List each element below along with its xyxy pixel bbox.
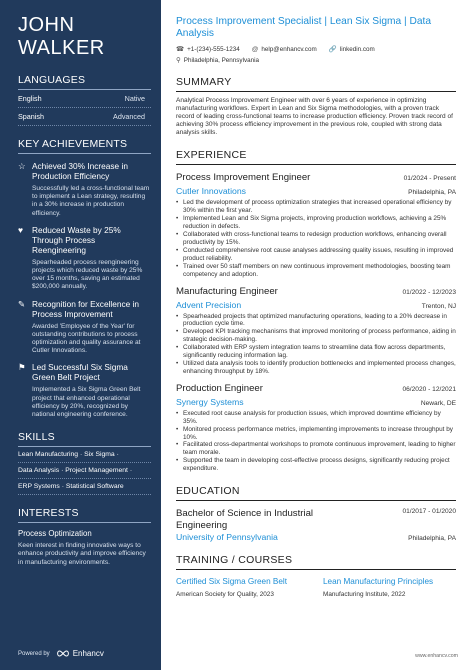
skill-row: Data Analysis · Project Management · [18, 463, 151, 479]
skills-heading: SKILLS [18, 431, 151, 447]
bullet-item: • Led the development of process optimization strategies that increased operational efficiency by 30% within the first year. [176, 199, 456, 215]
linkedin-contact[interactable] [329, 45, 375, 53]
location-text: Philadelphia, Pennsylvania [183, 56, 260, 64]
language-item [18, 108, 151, 126]
brand-logo[interactable] [56, 649, 104, 658]
language-name: Spanish [18, 112, 44, 121]
linkedin-text: linkedin.com [339, 45, 375, 53]
achievement-description: Implemented a Six Sigma Green Belt project that enhanced operational efficiency by 20%, recognized by national engineering conference. [32, 386, 141, 419]
achievement-item [18, 362, 151, 419]
job-location: Philadelphia, PA [408, 189, 456, 197]
contact-bar [176, 45, 456, 64]
courses-list [176, 577, 456, 598]
training-heading: TRAINING / COURSES [176, 554, 456, 570]
interests-heading: INTERESTS [18, 507, 151, 523]
job-date: 06/2020 - 12/2021 [402, 385, 456, 393]
company-name: Synergy Systems [176, 396, 244, 407]
language-name: English [18, 94, 42, 103]
bullet-item: • Utilized data analysis tools to identify production bottlenecks and implemented process changes, enhancing throughput by 18%. [176, 360, 456, 376]
brand-name: Enhancv [72, 649, 104, 658]
bullet-item: • Implemented Lean and Six Sigma projects, improving production workflows, achieving a 25% reduction in defects. [176, 215, 456, 231]
course-title: Certified Six Sigma Green Belt [176, 577, 288, 587]
job-date: 01/2022 - 12/2023 [402, 288, 456, 296]
achievement-title: Reduced Waste by 25% Through Process Reengineering [32, 224, 121, 255]
job-entry [176, 383, 456, 473]
heart-icon: ♥ [18, 224, 24, 235]
phone-contact[interactable] [176, 45, 240, 53]
footer-url[interactable]: www.enhancv.com [415, 653, 458, 659]
job-date: 01/2024 - Present [403, 175, 456, 183]
sidebar [0, 0, 161, 670]
company-name: Cutler Innovations [176, 186, 247, 197]
infinity-icon [56, 650, 70, 657]
at-icon: @ [251, 45, 259, 53]
bullet-item: • Monitored process performance metrics, implementing improvements to increase throughput by 10%. [176, 426, 456, 442]
bullet-item: • Facilitated cross-departmental workshops to promote continuous improvement, leading to higher team morale. [176, 441, 456, 457]
experience-heading: EXPERIENCE [176, 149, 456, 165]
bullet-item: • Executed root cause analysis for production issues, which improved downtime efficiency by 35%. [176, 410, 456, 426]
interest-title: Process Optimization [18, 529, 92, 539]
main-content [176, 16, 456, 598]
summary-heading: SUMMARY [176, 76, 456, 92]
link-icon: 🔗 [328, 46, 337, 53]
skill-row: ERP Systems · Statistical Software [18, 479, 151, 495]
candidate-name: JOHN WALKER [18, 14, 105, 59]
achievement-item [18, 299, 151, 356]
achievement-description: Awarded 'Employee of the Year' for outstanding contributions to process optimization and quality assurance at Cutler Innovations. [32, 322, 141, 355]
bullet-item: • Trained over 50 staff members on new continuous improvement methodologies, boosting team competency and adoption. [176, 263, 456, 279]
location-pin-icon: ⚲ [176, 57, 181, 64]
powered-by-label: Powered by [18, 650, 50, 657]
achievement-title: Recognition for Excellence in Process Improvement [32, 298, 139, 319]
bullet-item: • Supported the team in developing cost-effective process designs, significantly reducing project expenditure. [176, 457, 456, 473]
phone-text: +1-(234)-555-1234 [187, 45, 240, 53]
job-entry [176, 286, 456, 376]
education-heading: EDUCATION [176, 485, 456, 501]
job-entry [176, 172, 456, 278]
bullet-item: • Spearheaded projects that optimized manufacturing operations, leading to a 20% decrease in production cycle time. [176, 313, 456, 329]
bullet-item: • Collaborated with ERP system integration teams to streamline data flow across departments, significantly reducing information lag. [176, 344, 456, 360]
course-item [323, 577, 456, 598]
achievement-title: Achieved 30% Increase in Production Efficiency [32, 161, 128, 181]
achievement-item [18, 161, 151, 218]
phone-icon: ☎ [176, 46, 185, 53]
languages-heading: LANGUAGES [18, 74, 151, 90]
education-location: Philadelphia, PA [408, 535, 456, 543]
flag-icon: ⚑ [18, 362, 26, 373]
location-contact [176, 56, 259, 64]
course-provider: Manufacturing Institute, 2022 [323, 591, 406, 599]
course-item [176, 577, 309, 598]
achievement-item [18, 225, 151, 292]
job-location: Newark, DE [420, 399, 456, 407]
achievement-description: Spearheaded process reengineering projects which reduced waste by 25% over 15 months, saving an estimated $200,000 annually. [32, 258, 143, 291]
language-item [18, 90, 151, 108]
email-text: help@enhancv.com [261, 45, 317, 53]
degree-title: Bachelor of Science in Industrial Engineering [176, 508, 314, 531]
email-contact[interactable] [252, 45, 317, 53]
achievement-description: Successfully led a cross-functional team to implement a Lean strategy, resulting in a 30% increase in production efficiency. [32, 185, 150, 217]
job-bullets [176, 410, 456, 473]
course-provider: American Society for Quality, 2023 [176, 591, 274, 599]
company-name: Advent Precision [176, 299, 242, 310]
course-title: Lean Manufacturing Principles [323, 577, 434, 587]
powered-by [18, 649, 104, 658]
job-bullets [176, 199, 456, 278]
pen-icon: ✎ [18, 298, 26, 309]
skill-row: Lean Manufacturing · Six Sigma · [18, 447, 151, 463]
achievements-heading: KEY ACHIEVEMENTS [18, 138, 151, 154]
bullet-item: • Developed KPI tracking mechanisms that improved monitoring of process performance, aiding in strategic decision-making. [176, 328, 456, 344]
job-location: Trenton, NJ [421, 302, 456, 310]
language-level: Native [124, 94, 145, 103]
star-icon: ☆ [18, 161, 26, 171]
job-title: Manufacturing Engineer [176, 285, 278, 297]
bullet-item: • Conducted comprehensive root cause analyses addressing quality issues, resulting in improved product reliability. [176, 247, 456, 263]
school-name: University of Pennsylvania [176, 532, 278, 543]
headline: Process Improvement Specialist | Lean Six Sigma | Data Analysis [176, 16, 431, 39]
summary-text: Analytical Process Improvement Engineer with over 6 years of experience in optimizing manufacturing workflows. Expert in Lean and Six Sigma methodologies, with a proven track record of leading cross-functional teams to increase production efficiency. Proven track record of achieving 30% process efficiency improvement in the previous role, coupled with strong data analysis skills. [176, 97, 453, 137]
bullet-item: • Collaborated with cross-functional teams to redesign production workflows, enhancing overall productivity by 15%. [176, 231, 456, 247]
job-bullets [176, 313, 456, 376]
interest-description: Keen interest in finding innovative ways to enhance productivity and improve efficiency in manufacturing environments. [18, 542, 146, 566]
job-title: Production Engineer [176, 382, 263, 394]
education-date: 01/2017 - 01/2020 [402, 508, 456, 516]
achievement-title: Led Successful Six Sigma Green Belt Project [32, 362, 128, 383]
job-title: Process Improvement Engineer [176, 172, 311, 184]
language-level: Advanced [113, 112, 145, 121]
